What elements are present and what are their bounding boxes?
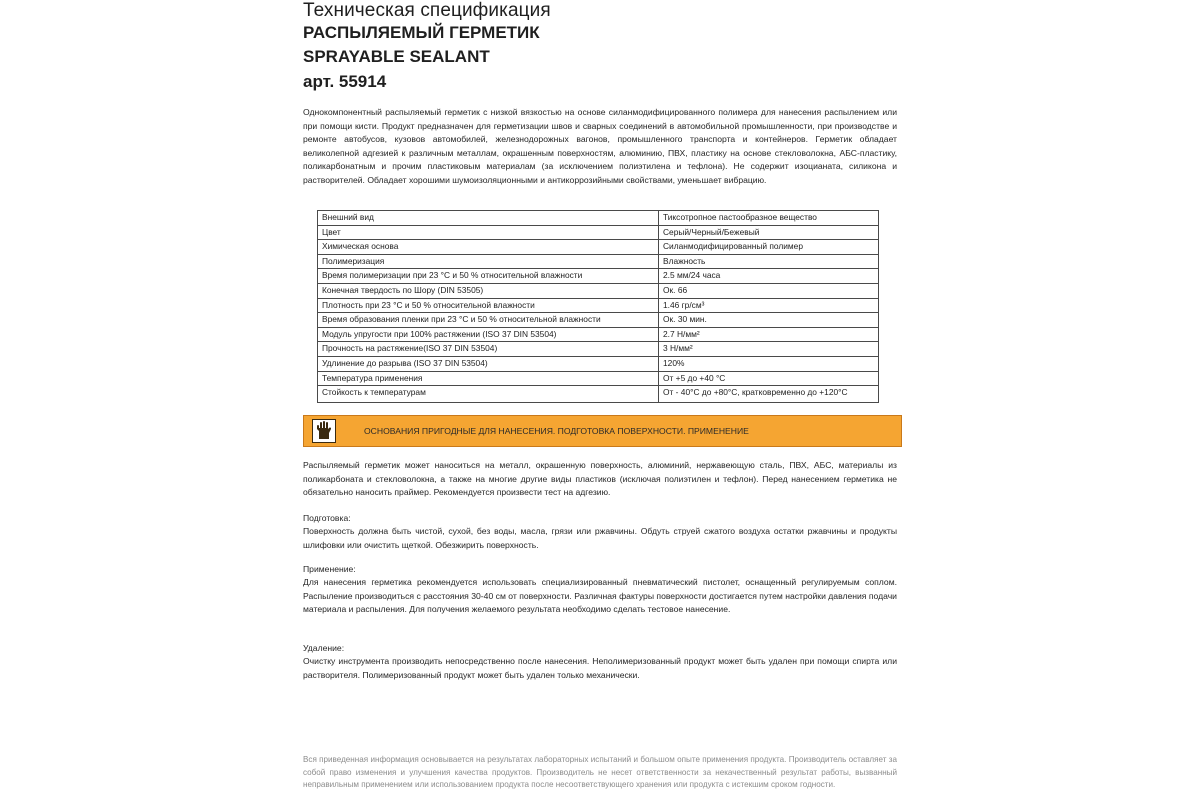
spec-table-row bbox=[318, 240, 879, 255]
product-name-ru: РАСПЫЛЯЕМЫЙ ГЕРМЕТИК bbox=[303, 23, 540, 42]
preparation-heading: Подготовка: bbox=[303, 513, 351, 523]
spec-property: Время образования пленки при 23 °C и 50 % относительной влажности bbox=[318, 313, 659, 328]
spec-value: Влажность bbox=[659, 254, 879, 269]
spec-value: 120% bbox=[659, 356, 879, 371]
spec-value: От - 40°C до +80°C, кратковременно до +120°C bbox=[659, 386, 879, 403]
spec-table-row bbox=[318, 269, 879, 284]
spec-value: Серый/Черный/Бежевый bbox=[659, 225, 879, 240]
spec-property: Время полимеризации при 23 °C и 50 % относительной влажности bbox=[318, 269, 659, 284]
spec-table-row bbox=[318, 386, 879, 403]
spec-value: 3 Н/мм² bbox=[659, 342, 879, 357]
article-number: арт. 55914 bbox=[303, 72, 387, 91]
application-heading: Применение: bbox=[303, 564, 356, 574]
spec-table-row bbox=[318, 283, 879, 298]
spec-property: Цвет bbox=[318, 225, 659, 240]
product-name-en: SPRAYABLE SEALANT bbox=[303, 47, 490, 66]
spec-property: Полимеризация bbox=[318, 254, 659, 269]
preparation-paragraph: Поверхность должна быть чистой, сухой, без воды, масла, грязи или ржавчины. Обдуть струей сжатого воздуха остатки ржавчины и продукты шлифовки или очистить щеткой. Обезжирить поверхность. bbox=[303, 526, 897, 550]
spec-table-row bbox=[318, 327, 879, 342]
spec-property: Внешний вид bbox=[318, 211, 659, 226]
spec-value: Ок. 66 bbox=[659, 283, 879, 298]
surfaces-paragraph: Распыляемый герметик может наноситься на металл, окрашенную поверхность, алюминий, нержавеющую сталь, ПВХ, АБС, материалы из поликарбоната и стекловолокна, а также на многие другие виды пластиков (исключая полиэтилен и тефлон). Перед нанесением герметика не обязательно наносить праймер. Рекомендуется произвести тест на адгезию. bbox=[303, 460, 897, 498]
spec-value: Силанмодифицированный полимер bbox=[659, 240, 879, 255]
spec-value: Ок. 30 мин. bbox=[659, 313, 879, 328]
spec-property: Плотность при 23 °C и 50 % относительной влажности bbox=[318, 298, 659, 313]
application-paragraph: Для нанесения герметика рекомендуется использовать специализированный пневматический пистолет, оснащенный регулируемым соплом. Распыление производиться с расстояния 30-40 см от поверхности. Различная фактуры поверхности достигается путем настройки давления подачи материала и распыления. Для получения желаемого результата необходимо сделать тестовое нанесение. bbox=[303, 577, 897, 615]
spec-table-body bbox=[318, 211, 879, 403]
spec-table bbox=[317, 210, 879, 403]
spec-property: Конечная твердость по Шору (DIN 53505) bbox=[318, 283, 659, 298]
spec-table-row bbox=[318, 371, 879, 386]
spec-property: Удлинение до разрыва (ISO 37 DIN 53504) bbox=[318, 356, 659, 371]
document-type-title: Техническая спецификация bbox=[303, 0, 551, 21]
spec-property: Температура применения bbox=[318, 371, 659, 386]
intro-paragraph: Однокомпонентный распыляемый герметик с низкой вязкостью на основе силанмодифицированного полимера для нанесения распылением или при помощи кисти. Продукт предназначен для герметизации швов и сварных соединений в автомобильной промышленности, при производстве и ремонте автобусов, кузовов автомобилей, железнодорожных вагонов, промышленного транспорта и контейнеров. Герметик обладает великолепной адгезией к различным металлам, окрашенным поверхностям, алюминию, ПВХ, пластику на основе стекловолокна, АБС-пластику, поликарбонатным и прочим пластиковым материалам (за исключением полиэтилена и тефлона). Не содержит изоцианата, силикона и растворителей. Обладает хорошими шумоизоляционными и антикоррозийными свойствами, уменьшает вибрацию. bbox=[303, 107, 897, 185]
section-banner-title: ОСНОВАНИЯ ПРИГОДНЫЕ ДЛЯ НАНЕСЕНИЯ. ПОДГОТОВКА ПОВЕРХНОСТИ. ПРИМЕНЕНИЕ bbox=[364, 426, 749, 436]
spec-table-row bbox=[318, 356, 879, 371]
spec-property: Модуль упругости при 100% растяжении (ISO 37 DIN 53504) bbox=[318, 327, 659, 342]
spec-table-row bbox=[318, 254, 879, 269]
spec-table-row bbox=[318, 298, 879, 313]
spec-property: Прочность на растяжение(ISO 37 DIN 53504) bbox=[318, 342, 659, 357]
hand-glove-icon bbox=[312, 419, 336, 443]
spec-table-row bbox=[318, 225, 879, 240]
spec-value: 2.7 Н/мм² bbox=[659, 327, 879, 342]
spec-table-row bbox=[318, 211, 879, 226]
spec-table-row bbox=[318, 342, 879, 357]
spec-property: Стойкость к температурам bbox=[318, 386, 659, 403]
spec-value: 1.46 гр/см³ bbox=[659, 298, 879, 313]
disclaimer-footer: Вся приведенная информация основывается на результатах лабораторных испытаний и большом опыте применения продукта. Производитель оставляет за собой право изменения и улучшения качества продуктов. Производитель не несет ответственности за некачественный результат работы, вызванный неправильным применением или использованием продукта после несоответствующего хранения или продукта с истекшим сроком годности. bbox=[303, 755, 897, 790]
spec-value: Тиксотропное пастообразное вещество bbox=[659, 211, 879, 226]
removal-paragraph: Очистку инструмента производить непосредственно после нанесения. Неполимеризованный продукт может быть удален при помощи спирта или растворителя. Полимеризованный продукт может быть удален только механически. bbox=[303, 656, 897, 680]
section-banner bbox=[303, 415, 902, 447]
spec-property: Химическая основа bbox=[318, 240, 659, 255]
removal-heading: Удаление: bbox=[303, 643, 345, 653]
spec-value: От +5 до +40 °C bbox=[659, 371, 879, 386]
spec-table-row bbox=[318, 313, 879, 328]
spec-value: 2.5 мм/24 часа bbox=[659, 269, 879, 284]
